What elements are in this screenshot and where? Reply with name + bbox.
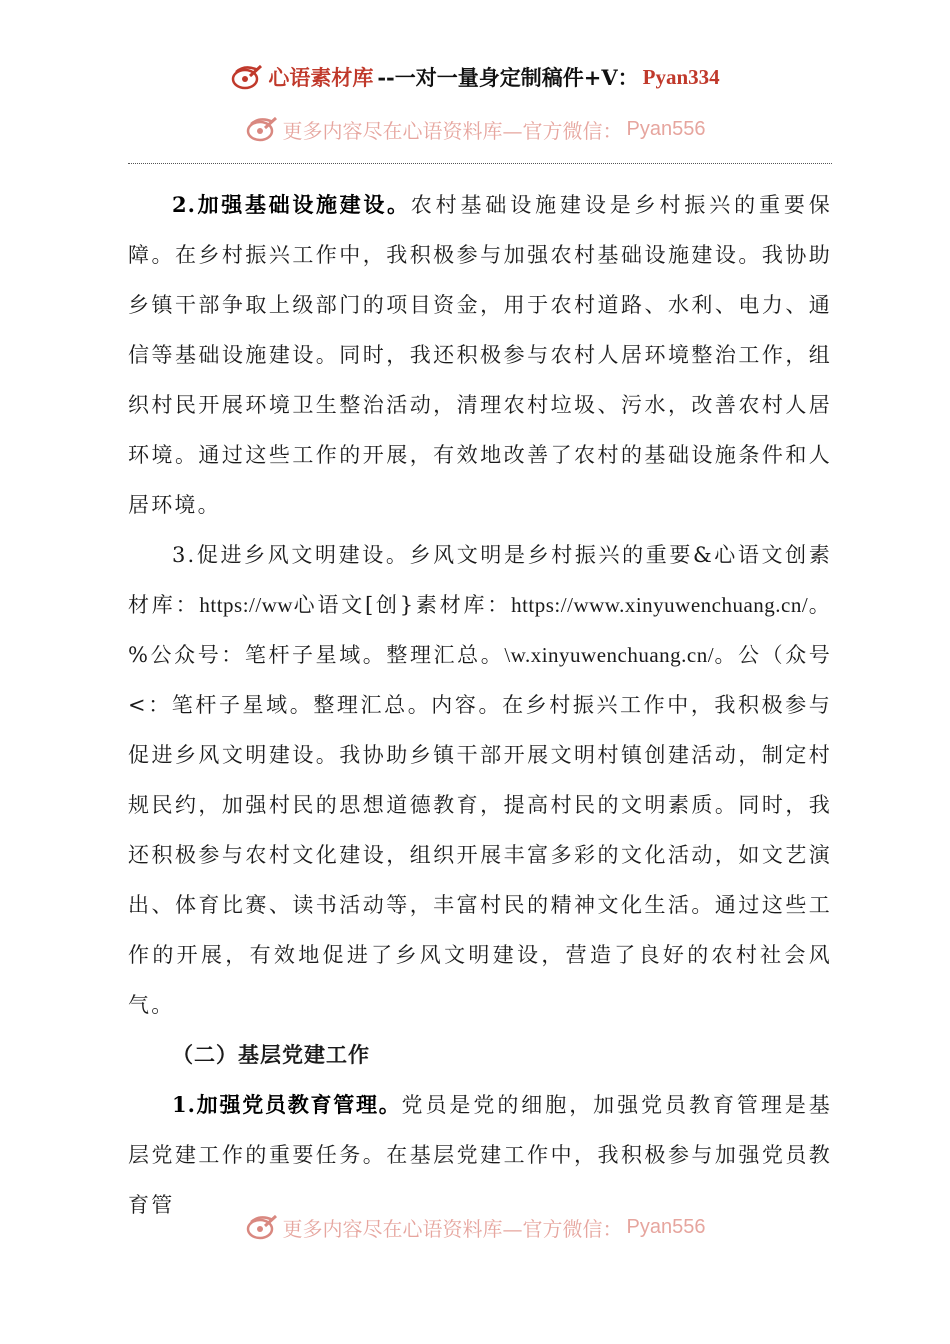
paragraph-lead: 1.加强党员教育管理。 [172, 1092, 402, 1117]
watermark-top [0, 114, 950, 148]
watermark-logo-icon [245, 1212, 279, 1242]
url-fragment: \w.xinyuwenchuang.cn/ [504, 643, 715, 667]
url-link: https://www.xinyuwenchuang.cn/ [511, 593, 809, 617]
paragraph-text: 3.促进乡风文明建设。乡风文明是乡村振兴的重要&心语文创素材库： [128, 543, 832, 617]
url-fragment: https://ww [199, 593, 294, 617]
watermark-logo-icon [245, 114, 279, 144]
watermark-text: 更多内容尽在心语资料库—官方微信： [282, 118, 623, 143]
paragraph-infrastructure [128, 180, 832, 530]
paragraph-party-education [128, 1080, 832, 1230]
watermark-contact: Pyan556 [626, 117, 706, 140]
paragraph-text: 。公（众号<：笔杆子星域。整理汇总。内容。在乡村振兴工作中，我积极参与促进乡风文明建设。我协助乡镇干部开展文明村镇创建活动，制定村规民约，加强村民的思想道德教育，提高村民的文明素质。同时，我还积极参与农村文化建设，组织开展丰富多彩的文化活动，如文艺演出、体育比赛、读书活动等，丰富村民的精神文化生活。通过这些工作的开展，有效地促进了乡风文明建设，营造了良好的农村社会风气。 [128, 643, 833, 1017]
paragraph-civilization [128, 530, 832, 1030]
header-brand: 心语素材库 [268, 65, 374, 90]
paragraph-lead: 2.加强基础设施建设。 [172, 192, 411, 217]
paragraph-text: 心语文[创}素材库： [293, 593, 512, 617]
header-tagline: --一对一量身定制稿件+V： [377, 65, 639, 90]
header-contact: Pyan334 [642, 64, 720, 89]
brand-logo-icon [230, 62, 264, 92]
section-heading: （二）基层党建工作 [172, 1042, 370, 1067]
watermark-contact: Pyan556 [626, 1215, 706, 1238]
page-header [0, 62, 950, 98]
paragraph-text: 党员是党的细胞，加强党员教育管理是基层党建工作的重要任务。在基层党建工作中，我积极参与加强党员教育管 [128, 1093, 832, 1217]
paragraph-text: 农村基础设施建设是乡村振兴的重要保障。在乡村振兴工作中，我积极参与加强农村基础设施建设。我协助乡镇干部争取上级部门的项目资金，用于农村道路、水利、电力、通信等基础设施建设。同时，我还积极参与农村人居环境整治工作，组织村民开展环境卫生整治活动，清理农村垃圾、污水，改善农村人居环境。通过这些工作的开展，有效地改善了农村的基础设施条件和人居环境。 [128, 193, 832, 517]
paragraph-text: 。%公众号：笔杆子星域。整理汇总。 [128, 593, 832, 667]
header-divider [128, 163, 832, 164]
watermark-bottom [0, 1212, 950, 1246]
watermark-text: 更多内容尽在心语资料库—官方微信： [282, 1216, 623, 1241]
document-body [128, 180, 832, 1230]
